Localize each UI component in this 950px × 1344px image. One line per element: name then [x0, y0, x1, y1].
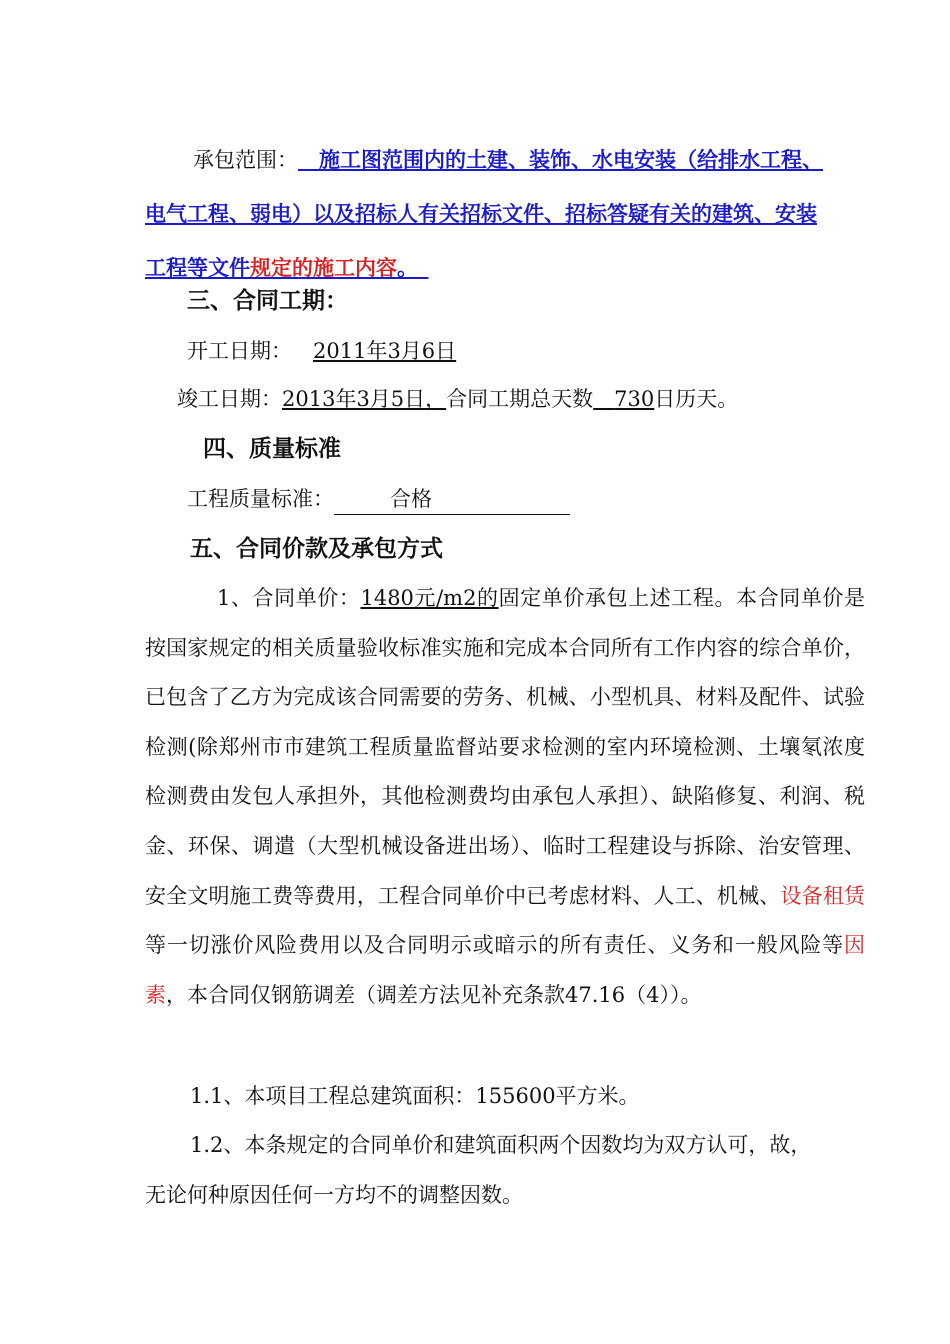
price-label: 1、合同单价：	[217, 586, 361, 610]
price-text-b: 等一切涨价风险费用以及合同明示或暗示的所有责任、义务和一般风险等	[145, 933, 844, 958]
clause-1-2-line2: 无论何种原因任何一方均不的调整因数。	[145, 1183, 523, 1207]
area-paragraph: 1.1、本项目工程总建筑面积：155600平方米。	[190, 1084, 640, 1108]
equipment-rental-highlight: 设备租赁	[780, 883, 865, 908]
end-date-label: 竣工日期：	[177, 387, 282, 411]
total-days-label: 合同工期总天数	[446, 387, 594, 411]
quality-label: 工程质量标准：	[187, 487, 334, 511]
factors-highlight: 因素	[145, 933, 865, 1007]
price-paragraph	[145, 574, 865, 1020]
start-date-row	[187, 336, 456, 366]
start-date-label: 开工日期：	[187, 339, 292, 363]
start-date-value: 2011年3月6日	[313, 339, 457, 363]
scope-content-line1: 施工图范围内的土建、装饰、水电安装（给排水工程、	[319, 148, 823, 172]
scope-content-line3b: 规定的施工内容	[250, 256, 397, 280]
quality-value: 合格	[390, 487, 432, 511]
total-days-unit: 日历天。	[654, 387, 739, 411]
scope-content-line3a: 工程等文件	[145, 256, 250, 280]
price-text-a: 固定单价承包上述工程。本合同单价是按国家规定的相关质量验收标准实施和完成本合同所有工作内容的综合单价，已包含了乙方为完成该合同需要的劳务、机械、小型机具、材料及配件、试验检测(除郑州市市建筑工程质量监督站要求检测的室内环境检测、土壤氡浓度检测费由发包人承担外，其他检测费均由承包人承担）、缺陷修复、利润、税金、环保、调遣（大型机械设备进出场）、临时工程建设与拆除、治安管理、安全文明施工费等费用，工程合同单价中已考虑材料、人工、机械、	[145, 586, 865, 908]
price-value: 1480元/m2的	[360, 586, 499, 610]
section4-heading: 四、质量标准	[203, 436, 341, 462]
scope-content-line2: 电气工程、弱电）以及招标人有关招标文件、招标答疑有关的建筑、安装	[145, 202, 817, 226]
scope-label: 承包范围：	[193, 148, 298, 172]
quality-value-field	[334, 484, 570, 515]
section5-heading: 五、合同价款及承包方式	[190, 536, 443, 562]
end-date-value: 2013年3月5日，	[282, 387, 447, 411]
end-date-row	[177, 384, 738, 414]
clause-1-2-line1: 1.2、本条规定的合同单价和建筑面积两个因数均为双方认可，故，	[190, 1133, 812, 1157]
total-days-value: 730	[614, 387, 655, 411]
scope-paragraph	[145, 133, 865, 295]
scope-content-line3c: 。	[397, 256, 418, 280]
section3-heading: 三、合同工期：	[187, 288, 348, 314]
quality-row	[187, 484, 570, 515]
price-text-c: ，本合同仅钢筋调差（调差方法见补充条款47.16（4））。	[166, 982, 702, 1007]
